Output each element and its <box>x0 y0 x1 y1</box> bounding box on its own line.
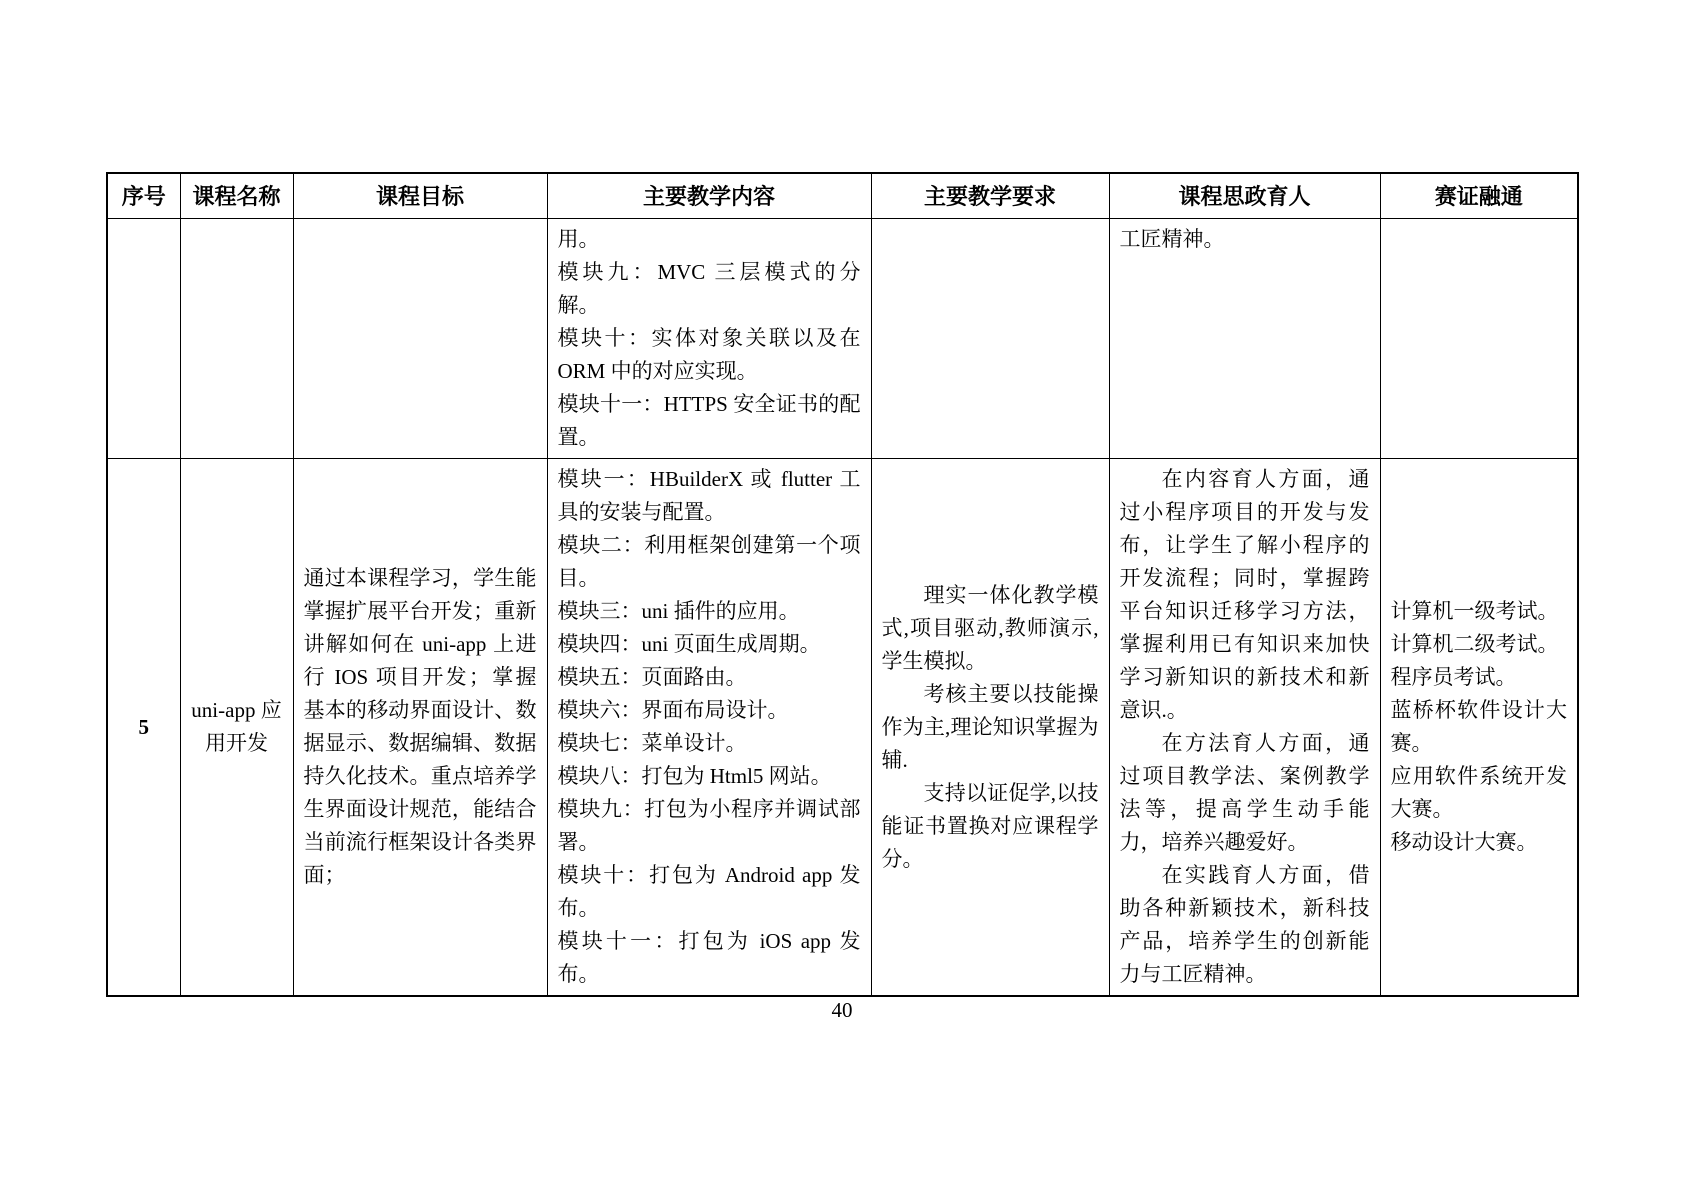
col-header-kecheng-mubiao: 课程目标 <box>293 173 547 219</box>
paragraph: 应用软件系统开发大赛。 <box>1390 764 1567 821</box>
paragraph: 模块十：实体对象关联以及在 ORM 中的对应实现。 <box>557 326 861 383</box>
paragraph: 模块六：界面布局设计。 <box>557 698 789 722</box>
cell-kecheng-mingcheng: uni-app 应用开发 <box>180 459 293 997</box>
paragraph: 模块十一：HTTPS 安全证书的配置。 <box>557 392 861 449</box>
cell-xuhao-cont <box>107 219 180 459</box>
cell-yaoqiu-cont <box>871 219 1109 459</box>
table-header-row <box>107 173 1578 219</box>
cell-jiaoxue-neirong <box>547 459 871 997</box>
paragraph: 模块三：uni 插件的应用。 <box>557 599 800 623</box>
col-header-saizheng-rongtong: 赛证融通 <box>1380 173 1578 219</box>
paragraph: 模块四：uni 页面生成周期。 <box>557 632 821 656</box>
paragraph: 模块一：HBuilderX 或 flutter 工具的安装与配置。 <box>557 467 861 524</box>
cell-sizheng-yuren <box>1109 459 1380 997</box>
paragraph: 考核主要以技能操作为主,理论知识掌握为辅. <box>881 681 1099 772</box>
table-row-course-5 <box>107 459 1578 997</box>
paragraph: 支持以证促学,以技能证书置换对应课程学分。 <box>881 780 1099 871</box>
col-header-kecheng-mingcheng: 课程名称 <box>180 173 293 219</box>
paragraph: 计算机二级考试。 <box>1390 632 1559 656</box>
paragraph: 模块九：MVC 三层模式的分解。 <box>557 260 861 317</box>
cell-jiaoxue-yaoqiu <box>871 459 1109 997</box>
col-header-sizheng-yuren: 课程思政育人 <box>1109 173 1380 219</box>
paragraph: 模块五：页面路由。 <box>557 665 747 689</box>
paragraph: 通过本课程学习，学生能掌握扩展平台开发；重新讲解如何在 uni-app 上进行 IOS 项目开发；掌握基本的移动界面设计、数据显示、数据编辑、数据持久化技术。重点培养学生界面设计规范，能结合当前流行框架设计各类界面； <box>303 566 537 887</box>
paragraph: 模块八：打包为 Html5 网站。 <box>557 764 832 788</box>
paragraph: 模块二：利用框架创建第一个项目。 <box>557 533 861 590</box>
paragraph: 计算机一级考试。 <box>1390 599 1559 623</box>
paragraph: 工匠精神。 <box>1119 227 1225 251</box>
paragraph: 模块九：打包为小程序并调试部署。 <box>557 797 861 854</box>
paragraph: 模块七：菜单设计。 <box>557 731 747 755</box>
cell-sizheng-cont <box>1109 219 1380 459</box>
cell-mubiao-cont <box>293 219 547 459</box>
col-header-jiaoxue-neirong: 主要教学内容 <box>547 173 871 219</box>
paragraph: 模块十：打包为 Android app 发布。 <box>557 863 861 920</box>
cell-neirong-cont <box>547 219 871 459</box>
paragraph: 用。 <box>557 227 600 251</box>
paragraph: 蓝桥杯软件设计大赛。 <box>1390 698 1567 755</box>
paragraph: 模块十一：打包为 iOS app 发布。 <box>557 929 861 986</box>
table-row-continuation <box>107 219 1578 459</box>
course-table <box>106 172 1579 997</box>
col-header-jiaoxue-yaoqiu: 主要教学要求 <box>871 173 1109 219</box>
paragraph: 在内容育人方面，通过小程序项目的开发与发布，让学生了解小程序的开发流程；同时，掌握跨平台知识迁移学习方法，掌握利用已有知识来加快学习新知识的新技术和新意识.。 <box>1119 467 1370 722</box>
cell-xuhao: 5 <box>107 459 180 997</box>
paragraph: 程序员考试。 <box>1390 665 1517 689</box>
paragraph: 移动设计大赛。 <box>1390 830 1538 854</box>
paragraph: 理实一体化教学模式,项目驱动,教师演示,学生模拟。 <box>881 582 1099 673</box>
page-number: 40 <box>831 998 853 1022</box>
cell-mingcheng-cont <box>180 219 293 459</box>
col-header-xuhao: 序号 <box>107 173 180 219</box>
paragraph: 在实践育人方面，借助各种新颖技术，新科技产品，培养学生的创新能力与工匠精神。 <box>1119 863 1370 986</box>
paragraph: 在方法育人方面，通过项目教学法、案例教学法等，提高学生动手能力，培养兴趣爱好。 <box>1119 731 1370 854</box>
cell-saizheng-rongtong <box>1380 459 1578 997</box>
cell-saizheng-cont <box>1380 219 1578 459</box>
cell-kecheng-mubiao <box>293 459 547 997</box>
